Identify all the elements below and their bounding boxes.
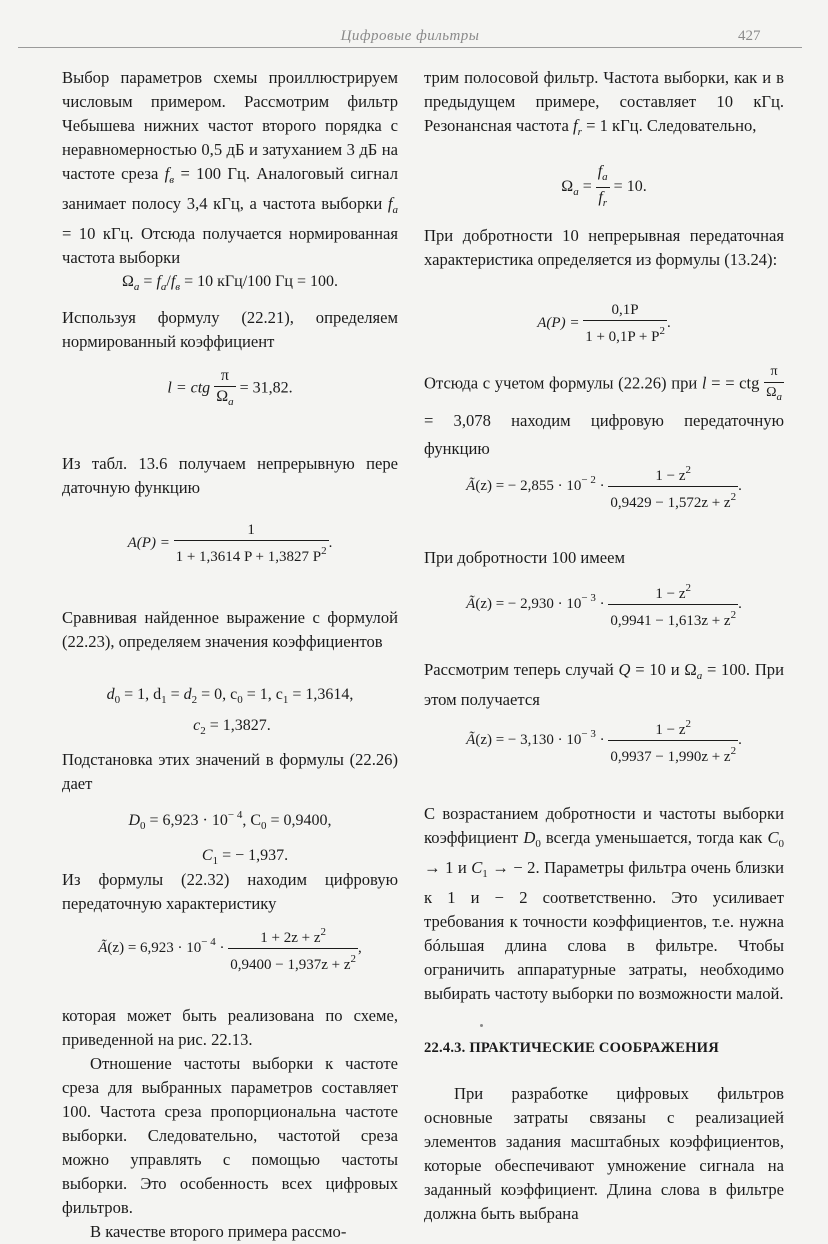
paragraph-case-q10: Рассмотрим теперь случай Q = 10 и $\Omega_a = 100$. При этом получается bbox=[424, 660, 784, 709]
paragraph-practical: При разработке цифровых фильтров основные затраты связаны с реализацией элементов задания масштабных коэффициентов, которые обеспечивают умножение сигнала на заданный коэффициент. Длина слова в фильтре должна быть выбрана bbox=[424, 1084, 784, 1223]
paragraph-second-example: В качестве второго примера рассмо- bbox=[90, 1222, 347, 1241]
paragraph-compare: Сравнивая найденное выражение с формулой (22.23), определяем значения коэффициентов bbox=[62, 608, 398, 651]
equation-coefficients: $d_0 = 1$, $d_1 = d_2 = 0$, $c_0 = 1$, $c_1 = 1,3614$, $c_2 = 1,3827$. bbox=[106, 686, 354, 737]
paragraph-example-intro: Выбор параметров схемы проиллюстрируем числовым примером. Рассмотрим фильтр Чебышева нижних частот второго порядка с неравномерностью 0,5 дБ и затуханием 3 дБ на частоте среза $f_в = 100$ Гц. Аналоговый сигнал занимает полосу 3,4 кГц, а частота выборки $f_a = 10$ кГц. Отсюда получается нормированная частота выборки bbox=[62, 68, 398, 267]
running-title: Цифровые фильтры bbox=[340, 28, 480, 44]
paragraph-growth: С возрастанием добротности и частоты выборки коэффициент $D_0$ всегда уменьшается, тогда как $C_0 \to 1$ и $C_1$ → − 2. Параметры фильтра очень близки к 1 и − 2 соответственно. Это усиливает требования к точности коэффициентов, т.е. нужна бóльшая длина слова в фильтре. Чтобы ограничить аппаратурные затраты, необходимо выбирать частоту выборки по возможности малой. bbox=[424, 804, 785, 1003]
equation-continuous-tf: A(P) = $\frac{1}{1 + 1,3614 P + 1,3827 P^2}$ . bbox=[127, 522, 333, 565]
equation-normalized-frequency: $\Omega_a = f_a/f_в = 10$ кГц/100 Гц = 100. bbox=[122, 273, 338, 293]
equation-digital-tf-case: Ã(z) = − $3,130 \cdot 10^{- 3}$ · $\frac{1 - z^2}{0,9937 - 1,990z + z^2}$ . bbox=[424, 714, 784, 802]
paragraph-digital-char: Из формулы (22.32) находим цифровую передаточную характеристику bbox=[62, 870, 398, 913]
paragraph-q10: При добротности 10 непрерывная передаточная характеристика определяется из формулы (13.24): bbox=[424, 226, 784, 269]
section-heading: 22.4.3. ПРАКТИЧЕСКИЕ СООБРАЖЕНИЯ bbox=[424, 1040, 719, 1056]
equation-digital-coefficients: $D_0 = 6,923 \cdot 10^{- 4}$, $C_0 = 0,9400$, $C_1$ = − 1,937. bbox=[128, 809, 332, 867]
equation-bandpass-continuous: A(P) = $\frac{0,1P}{1 + 0,1P + P^2}$ . bbox=[537, 302, 671, 345]
equation-omega-ratio: $\Omega_a$ = $\frac{f_a}{f_r}$ = 10. bbox=[561, 163, 647, 209]
paragraph-q100: При добротности 100 имеем bbox=[424, 548, 626, 567]
paragraph-realization: которая может быть реализована по схеме, приведенной на рис. 22.13. bbox=[62, 1006, 398, 1049]
paragraph-substitution: Подстановка этих значений в формулы (22.26) дает bbox=[62, 750, 398, 793]
header-rule bbox=[18, 47, 802, 48]
running-header bbox=[0, 28, 828, 48]
paragraph-ratio: Отношение частоты выборки к частоте среза для выбранных параметров составляет 100. Частота среза пропорциональна частоте выборки. Следовательно, частотой среза можно управлять с помощью частоты выборки. Это особенность всех цифровых фильтров. bbox=[62, 1054, 398, 1217]
equation-l-ctg: l = ctg $\frac{\pi}{\Omega_a}$ = 31,82. bbox=[167, 367, 293, 408]
page-number: 427 bbox=[738, 28, 761, 44]
equation-digital-tf-q10: Ã(z) = − $2,855 \cdot 10^{- 2}$ · $\frac{1 - z^2}{0,9429 - 1,572z + z^2}$ . bbox=[424, 460, 784, 542]
equation-digital-tf-lowpass: Ã(z) = $6,923 \cdot 10^{- 4}$ · $\frac{1 + 2z + z^2}{0,9400 - 1,937z + z^2}$ , bbox=[62, 922, 398, 1004]
right-column bbox=[424, 66, 784, 1226]
paragraph-hence: Отсюда с учетом формулы (22.26) при l = = ctg $\frac{\pi}{\Omega_a}$ = 3,078 находим цифровую передаточную функцию bbox=[424, 364, 784, 458]
paragraph-coefficient-formula: Используя формулу (22.21), определяем нормированный коэффициент bbox=[62, 308, 398, 351]
paragraph-bandpass: трим полосовой фильтр. Частота выборки, как и в предыдущем примере, составляет 10 кГц. Резонансная частота $f_r = 1$ кГц. Следовательно, bbox=[424, 68, 784, 138]
paragraph-continuous-tf: Из табл. 13.6 получаем непрерывную пере даточную функцию bbox=[62, 454, 398, 497]
stray-dot bbox=[424, 1010, 784, 1036]
equation-digital-tf-q100: Ã(z) = − $2,930 \cdot 10^{- 3}$ · $\frac{1 - z^2}{0,9941 - 1,613z + z^2}$ . bbox=[424, 578, 784, 654]
left-column bbox=[62, 66, 398, 1244]
